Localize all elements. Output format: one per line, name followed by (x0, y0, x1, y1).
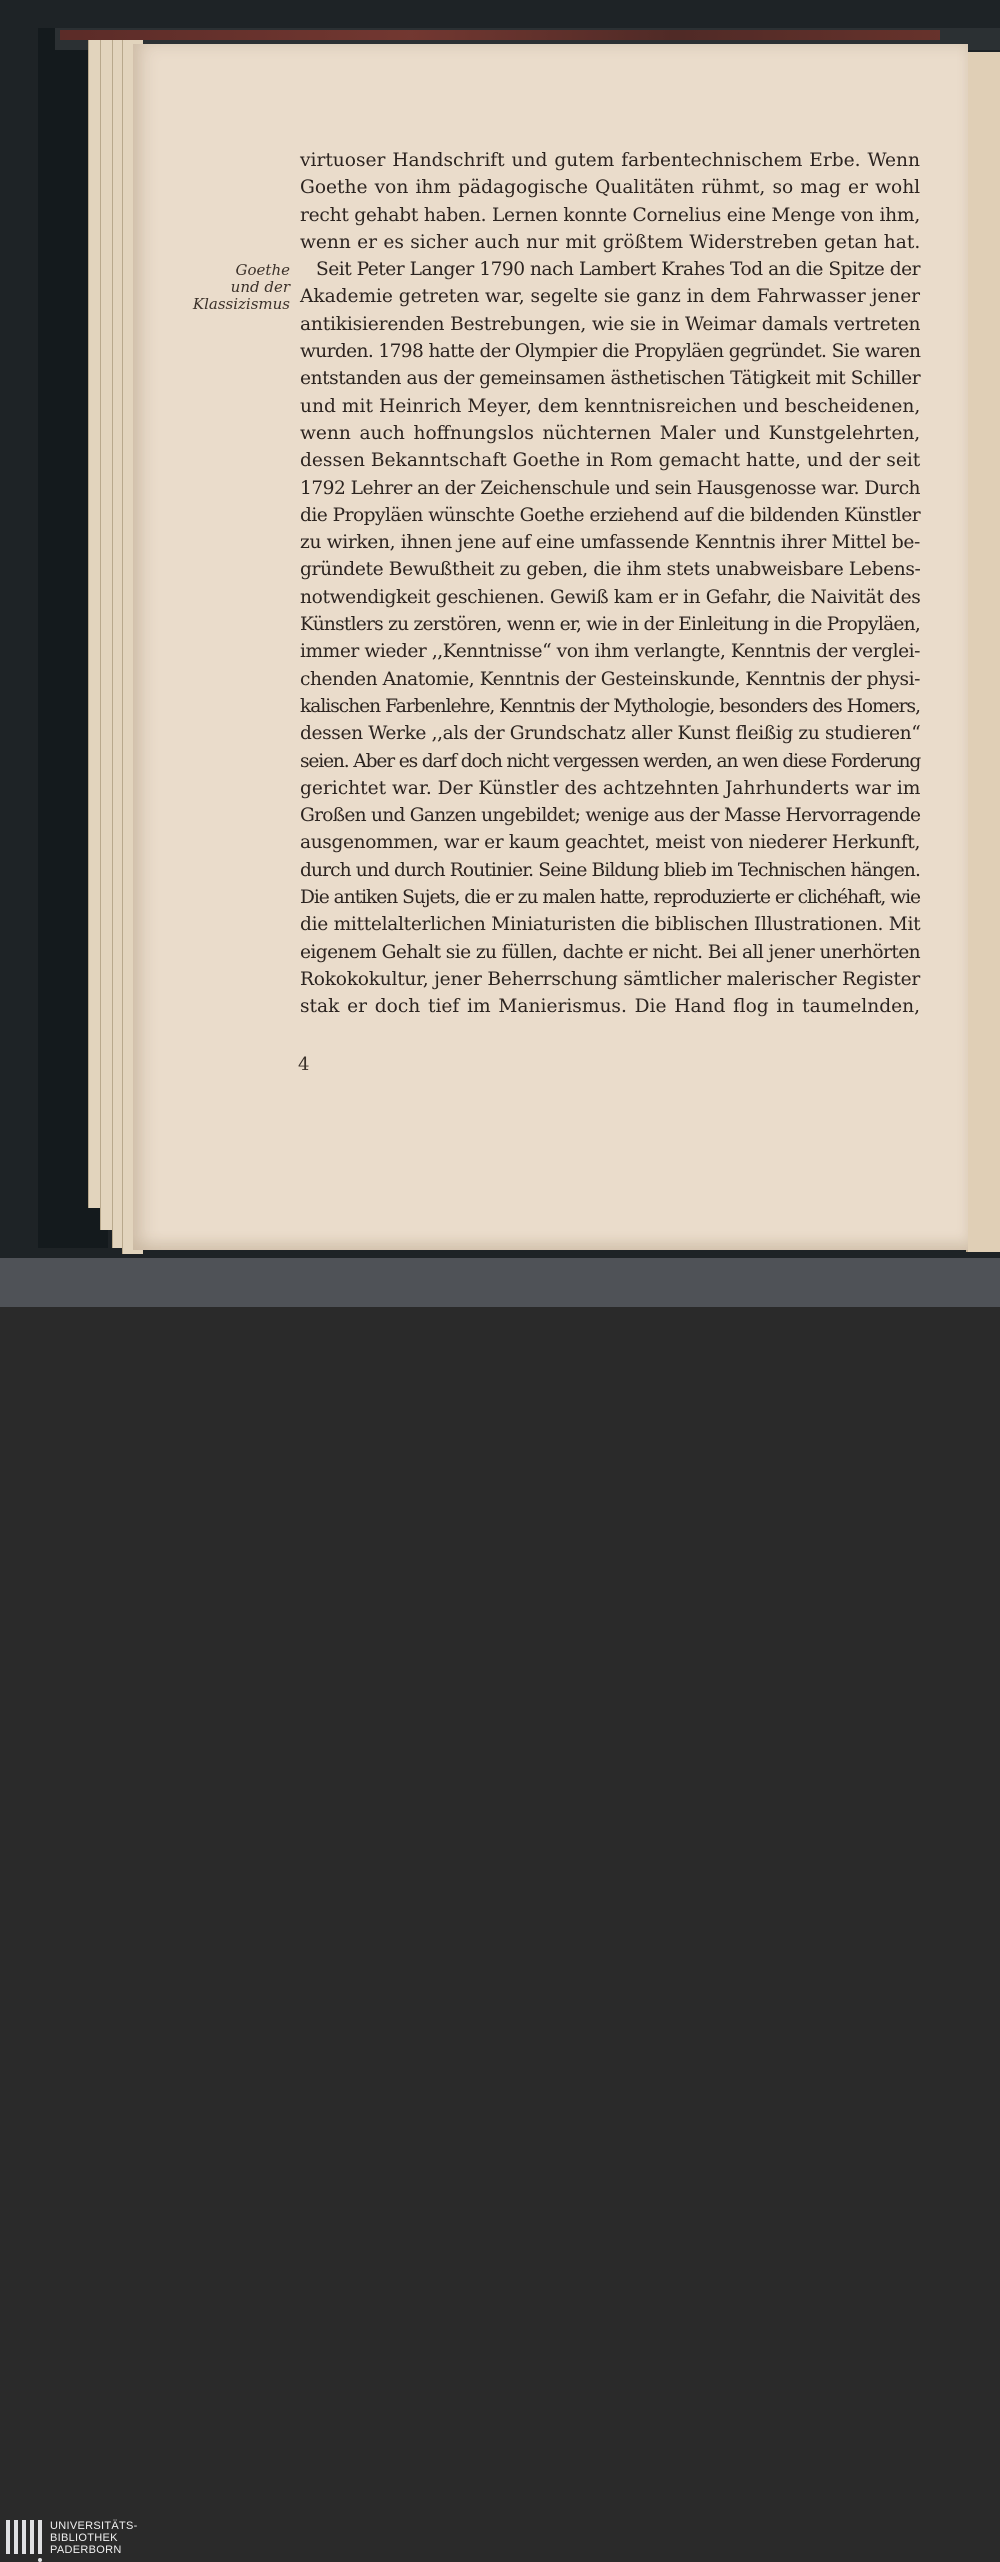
text-line: und mit Heinrich Meyer, dem kenntnisreichen und bescheidenen, (300, 395, 921, 417)
text-line: Goethe von ihm pädagogische Qualitäten rühmt, so mag er wohl (300, 177, 921, 199)
text-line: Die antiken Sujets, die er zu malen hatte, reproduzierte er clichéhaft, wie (300, 887, 920, 909)
text-line: Künstlers zu zerstören, wenn er, wie in der Einleitung in die Propyläen, (300, 614, 920, 636)
logo-text-line: UNIVERSITÄTS- (50, 2520, 138, 2532)
text-line: gründete Bewußtheit zu geben, die ihm stets unabweisbare Lebens- (300, 559, 921, 581)
text-line: die mittelalterlichen Miniaturisten die biblischen Illustrationen. Mit (300, 914, 921, 936)
text-line: Großen und Ganzen ungebildet; wenige aus der Masse Hervorragende (300, 805, 921, 827)
text-line: seien. Aber es darf doch nicht vergessen werden, an wen diese Forderung (300, 750, 921, 772)
text-line: entstanden aus der gemeinsamen ästhetischen Tätigkeit mit Schiller (300, 368, 921, 390)
text-line: zu wirken, ihnen jene auf eine umfassende Kenntnis ihrer Mittel be- (300, 532, 920, 554)
library-logo-icon (6, 2520, 44, 2562)
text-line: durch und durch Routinier. Seine Bildung blieb im Technischen hängen. (300, 859, 920, 881)
page-edge-red (60, 30, 940, 40)
text-line: recht gehabt haben. Lernen konnte Cornelius eine Menge von ihm, (300, 204, 920, 226)
text-line: dessen Bekanntschaft Goethe in Rom gemacht hatte, und der seit (300, 450, 921, 472)
text-line: Akademie getreten war, segelte sie ganz in dem Fahrwasser jener (300, 286, 920, 308)
text-line: Seit Peter Langer 1790 nach Lambert Krahes Tod an die Spitze der (316, 259, 920, 281)
text-line: antikisierenden Bestrebungen, wie sie in Weimar damals vertreten (300, 313, 921, 335)
logo-text-line: BIBLIOTHEK (50, 2532, 118, 2544)
footer-bar (0, 1258, 1000, 2556)
text-line: dessen Werke ,,als der Grundschatz aller Kunst fleißig zu studieren“ (300, 723, 921, 745)
library-logo-text (50, 2520, 138, 2556)
logo-text-line: PADERBORN (50, 2544, 122, 2556)
text-line: eigenem Gehalt sie zu füllen, dachte er nicht. Bei all jener unerhörten (300, 941, 920, 963)
marginal-note-line: Goethe (235, 261, 290, 279)
text-line: ausgenommen, war er kaum geachtet, meist von niederer Herkunft, (300, 832, 920, 854)
text-line: gerichtet war. Der Künstler des achtzehnten Jahrhunderts war im (300, 777, 921, 799)
text-line: stak er doch tief im Manierismus. Die Hand flog in taumelnden, (300, 996, 920, 1018)
text-line: Rokokokultur, jener Beherrschung sämtlicher malerischer Register (300, 968, 920, 990)
text-line: wenn er es sicher auch nur mit größtem Widerstreben getan hat. (300, 231, 921, 253)
body-text (300, 147, 920, 1021)
text-line: notwendigkeit geschienen. Gewiß kam er in Gefahr, die Naivität des (300, 586, 921, 608)
text-line: immer wieder ,,Kenntnisse“ von ihm verlangte, Kenntnis der verglei- (300, 641, 920, 663)
marginal-note-line: und der (230, 278, 290, 296)
text-line: chenden Anatomie, Kenntnis der Gesteinskunde, Kenntnis der physi- (300, 668, 920, 690)
marginal-note-line: Klassizismus (192, 295, 290, 313)
book-scan (0, 0, 1000, 1258)
text-line: virtuoser Handschrift und gutem farbentechnischem Erbe. Wenn (300, 150, 920, 171)
text-line: 1792 Lehrer an der Zeichenschule und sein Hausgenosse war. Durch (300, 477, 920, 499)
text-line: wenn auch hoffnungslos nüchternen Maler und Kunstgelehrten, (300, 422, 921, 444)
text-line: die Propyläen wünschte Goethe erziehend auf die bildenden Künstler (300, 504, 921, 526)
page-number: 4 (298, 1054, 310, 1075)
text-line: wurden. 1798 hatte der Olympier die Propyläen gegründet. Sie waren (300, 341, 921, 363)
text-line: kalischen Farbenlehre, Kenntnis der Mythologie, besonders des Homers, (300, 695, 920, 717)
facing-page-edge (966, 52, 1000, 1252)
marginal-note (160, 262, 290, 313)
